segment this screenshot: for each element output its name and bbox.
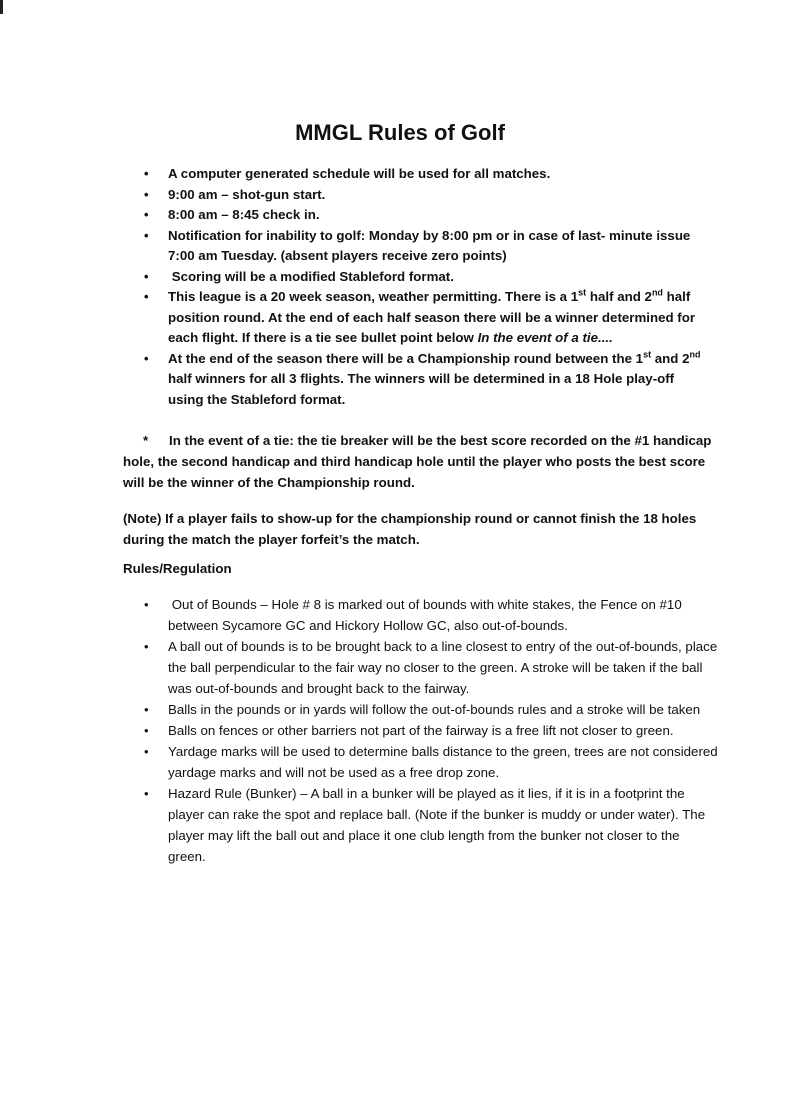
list-item-text: A ball out of bounds is to be brought back to a line closest to entry of the out-of-bounds, place the ball perpendicular to the fair way no closer to the green. A stroke will be taken if the ball was out-of-bounds and brought back to the fairway. [168, 639, 718, 696]
regulation-rules-list [144, 594, 718, 867]
list-item-text: Notification for inability to golf: Monday by 8:00 pm or in case of last- minute issue 7:00 am Tuesday. (absent players receive zero points) [168, 227, 691, 263]
list-item [144, 594, 718, 636]
list-item-text: Hazard Rule (Bunker) – A ball in a bunker will be played as it lies, if it is in a footprint the player can rake the spot and replace ball. (Note if the bunker is muddy or under water). The player may lift the ball out and place it one club length from the bunker not closer to the green. [168, 786, 706, 864]
superscript: st [578, 287, 587, 298]
text-segment: half winners for all 3 flights. The winners will be determined in a 18 Hole play-off using the Stableford format. [168, 371, 675, 407]
bullet-icon: • [144, 289, 149, 304]
page-title: MMGL Rules of Golf [295, 120, 505, 145]
list-item [144, 205, 708, 226]
bullet-icon: • [144, 723, 149, 738]
superscript: st [643, 349, 652, 360]
list-item-text [168, 351, 701, 407]
list-item [144, 783, 718, 867]
list-item-text: Scoring will be a modified Stableford format. [168, 268, 454, 284]
italic-reference: In the event of a tie.... [477, 330, 613, 345]
list-item-text: A computer generated schedule will be used for all matches. [168, 166, 551, 181]
bullet-icon: • [144, 227, 149, 243]
list-item [144, 636, 718, 699]
bullet-icon: • [144, 744, 149, 759]
asterisk-marker: * [143, 433, 149, 448]
list-item [144, 185, 708, 206]
bullet-icon: • [144, 268, 149, 284]
rules-heading: Rules/Regulation [123, 561, 232, 576]
list-item [144, 164, 708, 185]
text-segment: This league is a 20 week season, weather permitting. There is a 1 [168, 289, 579, 304]
list-item-text: Yardage marks will be used to determine balls distance to the green, trees are not considered yardage marks and will not be used as a free drop zone. [168, 744, 718, 780]
bullet-icon: • [144, 166, 149, 181]
tie-breaker-text: In the event of a tie: the tie breaker will be the best score recorded on the #1 handicap hole, the second handicap and third handicap hole until the player who posts the best score will be the winner of the Championship round. [123, 433, 712, 490]
list-item-text [168, 289, 695, 345]
bullet-icon: • [144, 186, 149, 202]
forfeit-note: (Note) If a player fails to show-up for the championship round or cannot finish the 18 holes during the match the player forfeit’s the match. [123, 511, 697, 547]
general-rules-list [144, 164, 708, 410]
list-item [144, 226, 708, 267]
tie-breaker-note [123, 430, 713, 493]
bullet-icon: • [144, 597, 149, 612]
scan-edge-mark [0, 0, 3, 14]
bullet-icon: • [144, 207, 149, 222]
list-item [144, 287, 708, 349]
superscript: nd [651, 287, 663, 298]
bullet-icon: • [144, 350, 149, 366]
text-segment: half and 2 [586, 289, 652, 304]
list-item-text: 9:00 am – shot-gun start. [168, 186, 326, 202]
list-item [144, 699, 718, 720]
list-item [144, 720, 718, 741]
text-segment: half position round. At the end of each half season there will be a winner determined for each flight. If there is a tie see bullet point below [168, 289, 696, 345]
list-item-text: Balls in the pounds or in yards will follow the out-of-bounds rules and a stroke will be taken [168, 702, 701, 717]
list-item [144, 741, 718, 783]
text-segment: At the end of the season there will be a Championship round between the 1 [168, 350, 644, 366]
list-item-text: 8:00 am – 8:45 check in. [168, 207, 320, 222]
list-item-text: Balls on fences or other barriers not part of the fairway is a free lift not closer to green. [168, 723, 674, 738]
list-item-text: Out of Bounds – Hole # 8 is marked out of bounds with white stakes, the Fence on #10 between Sycamore GC and Hickory Hollow GC, also out-of-bounds. [168, 597, 686, 633]
list-item [144, 349, 708, 411]
text-segment: and 2 [651, 350, 690, 366]
superscript: nd [689, 349, 701, 360]
bullet-icon: • [144, 786, 149, 801]
bullet-icon: • [144, 639, 149, 654]
bullet-icon: • [144, 702, 149, 717]
list-item [144, 267, 708, 288]
